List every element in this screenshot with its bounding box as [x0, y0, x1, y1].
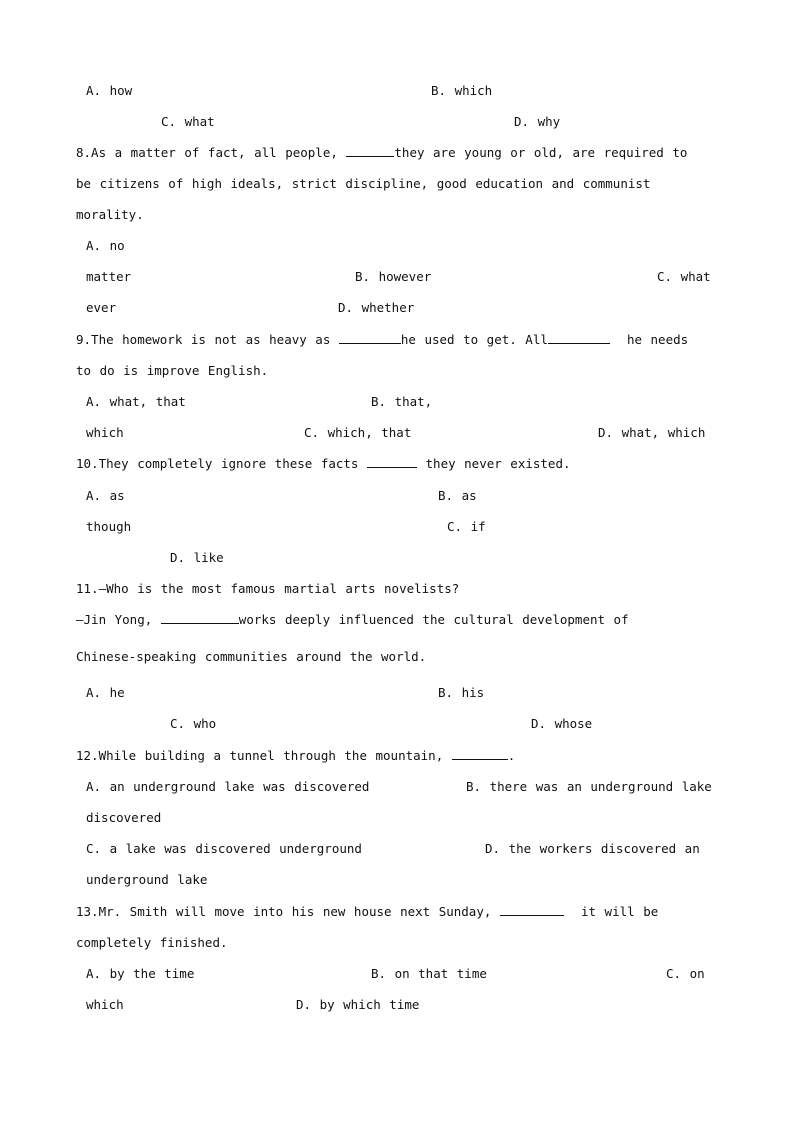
q7-option-b: B. which [431, 83, 493, 98]
q7-option-c: C. what [161, 114, 215, 129]
q9-option-a: A. what, that [86, 394, 186, 409]
answer-blank [548, 332, 610, 344]
q9-option-b-cont: which [86, 425, 124, 440]
q10-stem-pre: 10.They completely ignore these facts [76, 456, 359, 471]
q13-stem-post: it will be [580, 904, 659, 919]
q11-stem-line1: 11.—Who is the most famous martial arts novelists? [76, 581, 460, 596]
q8-stem-pre: 8.As a matter of fact, all people, [76, 145, 338, 160]
q11-stem-post: works deeply influenced the cultural development of [238, 612, 629, 627]
q10-option-c: C. if [447, 519, 486, 534]
q7-option-a: A. how [86, 83, 133, 98]
q13-stem-pre: 13.Mr. Smith will move into his new house next Sunday, [76, 904, 492, 919]
q13-option-c: C. on [666, 966, 705, 981]
q9-stem-pre: 9.The homework is not as heavy as [76, 332, 331, 347]
answer-blank [161, 612, 239, 624]
q11-stem-line3: Chinese-speaking communities around the world. [76, 649, 427, 664]
q8-option-a: A. no [86, 238, 125, 253]
q8-stem-line2: be citizens of high ideals, strict discipline, good education and communist [76, 176, 651, 191]
q9-stem-line2: to do is improve English. [76, 363, 269, 378]
q8-option-c: C. what [657, 269, 711, 284]
q12-option-c: C. a lake was discovered underground [86, 841, 362, 856]
q11-stem-pre: —Jin Yong, [76, 612, 153, 627]
q9-option-d: D. what, which [598, 425, 706, 440]
q13-stem-line1 [76, 904, 658, 920]
q8-option-d: D. whether [338, 300, 415, 315]
q9-stem-mid: he used to get. All [400, 332, 548, 347]
q10-stem-post: they never existed. [425, 456, 571, 471]
answer-blank [452, 748, 508, 760]
answer-blank [339, 332, 401, 344]
q8-option-b: B. however [355, 269, 432, 284]
q13-option-d: D. by which time [296, 997, 420, 1012]
answer-blank [367, 456, 417, 468]
q11-option-d: D. whose [531, 716, 593, 731]
q11-option-a: A. he [86, 685, 125, 700]
q8-option-a-cont: matter [86, 269, 132, 284]
q11-option-b: B. his [438, 685, 485, 700]
q10-option-d: D. like [170, 550, 224, 565]
q10-option-b-cont: though [86, 519, 132, 534]
q10-option-a: A. as [86, 488, 125, 503]
q12-option-d-cont: underground lake [86, 872, 208, 887]
q12-option-a: A. an underground lake was discovered [86, 779, 370, 794]
q7-option-d: D. why [514, 114, 561, 129]
q12-option-b: B. there was an underground lake [466, 779, 712, 794]
answer-blank [346, 145, 394, 157]
q9-option-c: C. which, that [304, 425, 412, 440]
q10-option-b: B. as [438, 488, 477, 503]
q13-option-a: A. by the time [86, 966, 195, 981]
q9-option-b: B. that, [371, 394, 433, 409]
q11-stem-line2 [76, 612, 629, 628]
q12-stem-pre: 12.While building a tunnel through the mountain, [76, 748, 444, 763]
q11-option-c: C. who [170, 716, 217, 731]
q13-stem-line2: completely finished. [76, 935, 228, 950]
q12-option-d: D. the workers discovered an [485, 841, 700, 856]
q9-stem-post: he needs [626, 332, 689, 347]
q12-option-b-cont: discovered [86, 810, 162, 825]
q8-stem-line1 [76, 145, 687, 161]
q13-option-c-cont: which [86, 997, 124, 1012]
q8-stem-post: they are young or old, are required to [394, 145, 688, 160]
q9-stem-line1 [76, 332, 688, 348]
q8-stem-line3: morality. [76, 207, 144, 222]
q12-stem [76, 748, 515, 764]
q12-stem-post: . [507, 748, 516, 763]
q10-stem [76, 456, 571, 472]
q13-option-b: B. on that time [371, 966, 487, 981]
q8-option-c-cont: ever [86, 300, 117, 315]
answer-blank [500, 904, 564, 916]
